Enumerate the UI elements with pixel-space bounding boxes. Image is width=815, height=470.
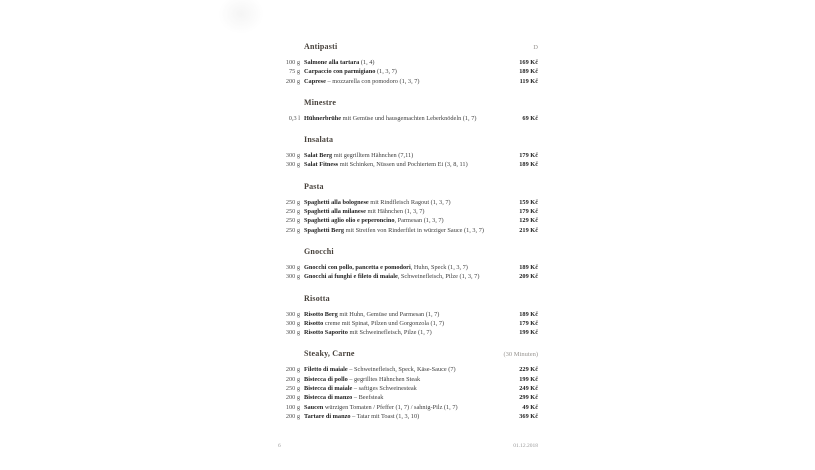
- item-body: [304, 365, 513, 374]
- item-body: [304, 375, 513, 384]
- menu-section: [278, 135, 538, 170]
- item-body: [304, 67, 513, 76]
- item-description: mit Hähnchen (1, 3, 7): [365, 208, 425, 216]
- item-amount: 300 g: [285, 161, 300, 169]
- item-name: Salmone alla tartara: [304, 59, 360, 66]
- section-title: Antipasti: [304, 42, 338, 51]
- section-note: D: [533, 44, 538, 51]
- item-name: Spaghetti alla bolognese: [304, 198, 369, 206]
- item-price: 249 Kč: [519, 385, 538, 393]
- section-head: [278, 294, 538, 304]
- page-footer: [278, 443, 538, 449]
- section-head: [278, 98, 538, 108]
- menu-item-row: [278, 328, 538, 337]
- item-body: [304, 77, 514, 86]
- menu-item-row: [278, 272, 538, 281]
- menu-item-row: [278, 216, 538, 225]
- item-name: Salat Fitness: [304, 161, 339, 169]
- footer-date: 01.12.2018: [513, 443, 538, 449]
- menu-item-row: [278, 310, 538, 319]
- menu-item-row: [278, 198, 538, 207]
- item-description: – gegrilltes Hähnchen Steak: [347, 375, 421, 383]
- menu-item-row: [278, 207, 538, 216]
- item-description: – Schweinefleisch, Speck, Käse-Sauce (7): [347, 366, 456, 374]
- item-price: 169 Kč: [519, 59, 538, 66]
- item-body: [304, 151, 513, 160]
- menu-content: [278, 42, 538, 421]
- item-description: – mozzarella con pomodoro (1, 3, 7): [325, 77, 420, 85]
- item-body: [304, 393, 513, 402]
- item-price: 189 Kč: [519, 310, 538, 318]
- item-price: 189 Kč: [519, 161, 538, 169]
- item-body: [304, 207, 513, 216]
- section-head: [278, 182, 538, 192]
- item-body: [304, 198, 513, 207]
- menu-item-row: [278, 403, 538, 412]
- item-description: (1, 4): [359, 59, 375, 66]
- menu-section: [278, 42, 538, 86]
- item-name: Spaghetti alla milanese: [304, 208, 366, 216]
- menu-item-row: [278, 226, 538, 235]
- menu-item-row: [278, 384, 538, 393]
- item-price: 199 Kč: [519, 329, 538, 337]
- item-amount: 0,3 l: [288, 114, 300, 122]
- item-name: Risotto Berg: [304, 310, 338, 318]
- item-price: 209 Kč: [519, 273, 538, 281]
- item-body: [304, 310, 513, 319]
- item-price: 199 Kč: [519, 375, 538, 383]
- item-name: Spaghetti Berg: [304, 226, 345, 234]
- menu-item-row: [278, 58, 538, 67]
- item-amount: 300 g: [285, 273, 300, 281]
- item-price: 299 Kč: [519, 394, 538, 402]
- section-rows: [278, 151, 538, 170]
- item-description: mit Huhn, Gemüse und Parmesan (1, 7): [337, 310, 440, 318]
- item-name: Gnocchi ai funghi e fileto di maiale: [304, 273, 398, 281]
- item-price: 179 Kč: [519, 152, 538, 160]
- item-description: , Schweinefleisch, Pilze (1, 3, 7): [397, 273, 480, 281]
- item-price: 179 Kč: [519, 208, 538, 216]
- menu-item-row: [278, 67, 538, 76]
- item-description: würzigen Tomaten / Pfeffer (1, 7) / sahnig-Pilz (1, 7): [323, 403, 458, 411]
- item-body: [304, 403, 516, 412]
- menu-item-row: [278, 77, 538, 86]
- menu-item-row: [278, 151, 538, 160]
- item-description: mit Schweinefleisch, Pilze (1, 7): [347, 329, 432, 337]
- item-description: , Parmesan (1, 3, 7): [394, 217, 444, 225]
- item-body: [304, 319, 513, 328]
- item-amount: 250 g: [285, 217, 300, 225]
- item-description: mit Gemüse und hausgemachten Leberknödeln (1, 7): [341, 114, 477, 122]
- item-name: Salat Berg: [304, 152, 333, 160]
- item-description: mit gegrilltem Hähnchen (7,11): [332, 152, 414, 160]
- item-description: – Tatar mit Toast (1, 3, 10): [350, 412, 420, 420]
- item-name: Spaghetti aglio olio e peperoncino: [304, 217, 395, 225]
- section-title: Steaky, Carne: [304, 349, 355, 359]
- item-price: 179 Kč: [519, 319, 538, 327]
- item-description: , Huhn, Speck (1, 3, 7): [410, 263, 468, 271]
- item-price: 189 Kč: [519, 263, 538, 271]
- item-amount: 200 g: [285, 394, 300, 402]
- item-description: mit Schinken, Nüssen und Pochiertem Ei (3, 8, 11): [338, 161, 468, 169]
- item-amount: 300 g: [285, 329, 300, 337]
- item-body: [304, 272, 513, 281]
- item-amount: 75 g: [288, 68, 300, 76]
- item-price: 219 Kč: [519, 226, 538, 234]
- menu-item-row: [278, 160, 538, 169]
- item-price: 369 Kč: [519, 412, 538, 420]
- item-name: Bistecca di maiale: [304, 385, 353, 393]
- item-price: 129 Kč: [519, 217, 538, 225]
- menu-item-row: [278, 263, 538, 272]
- menu-item-row: [278, 375, 538, 384]
- item-body: [304, 412, 513, 421]
- faint-watermark: [218, 0, 264, 34]
- section-title: Risotta: [304, 293, 330, 303]
- section-rows: [278, 365, 538, 421]
- menu-item-row: [278, 319, 538, 328]
- item-body: [304, 58, 513, 67]
- item-name: Bistecca di manzo: [304, 394, 353, 402]
- item-price: 229 Kč: [519, 366, 538, 374]
- item-description: (1, 3, 7): [375, 68, 397, 76]
- section-head: [278, 42, 538, 52]
- item-price: 189 Kč: [519, 68, 538, 76]
- item-price: 69 Kč: [522, 114, 538, 122]
- section-head: [278, 135, 538, 145]
- section-rows: [278, 114, 538, 123]
- item-amount: 200 g: [285, 412, 300, 420]
- section-rows: [278, 198, 538, 235]
- menu-section: [278, 98, 538, 123]
- item-name: Bistecca di pollo: [304, 375, 348, 383]
- page-number: 6: [278, 443, 281, 449]
- item-price: 159 Kč: [519, 198, 538, 206]
- item-amount: 200 g: [285, 366, 300, 374]
- item-amount: 100 g: [285, 403, 300, 411]
- section-title: Insalata: [304, 135, 334, 145]
- item-amount: 250 g: [285, 226, 300, 234]
- item-amount: 300 g: [285, 310, 300, 318]
- item-name: Gnocchi con pollo, pancetta e pomodori: [304, 263, 411, 271]
- item-price: 49 Kč: [522, 403, 538, 411]
- item-body: [304, 226, 513, 235]
- item-description: mit Streifen von Rinderfilet in würziger Sauce (1, 3, 7): [344, 226, 484, 234]
- item-name: Filetto di maiale: [304, 366, 348, 374]
- item-name: Carpaccio con parmigiano: [304, 68, 376, 76]
- menu-section: [278, 294, 538, 338]
- section-rows: [278, 310, 538, 338]
- item-amount: 300 g: [285, 319, 300, 327]
- item-amount: 250 g: [285, 198, 300, 206]
- item-description: – Beefsteak: [352, 394, 384, 402]
- item-body: [304, 263, 513, 272]
- item-amount: 250 g: [285, 385, 300, 393]
- item-name: Risotto Saporito: [304, 329, 348, 337]
- item-amount: 200 g: [285, 77, 300, 85]
- item-description: creme mit Spinat, Pilzen und Gorgonzola (1, 7): [323, 319, 445, 327]
- menu-item-row: [278, 365, 538, 374]
- item-body: [304, 328, 513, 337]
- menu-item-row: [278, 412, 538, 421]
- menu-item-row: [278, 393, 538, 402]
- item-body: [304, 114, 516, 123]
- section-title: Minestre: [304, 97, 337, 107]
- section-head: [278, 247, 538, 257]
- menu-section: [278, 182, 538, 235]
- item-amount: 300 g: [285, 263, 300, 271]
- section-rows: [278, 263, 538, 282]
- menu-item-row: [278, 114, 538, 123]
- item-amount: 200 g: [285, 375, 300, 383]
- item-amount: 300 g: [285, 152, 300, 160]
- section-note: (30 Minuten): [503, 351, 538, 359]
- item-body: [304, 384, 513, 393]
- item-description: mit Rindfleisch Ragout (1, 3, 7): [368, 198, 451, 206]
- item-amount: 100 g: [285, 59, 300, 66]
- section-title: Gnocchi: [304, 246, 334, 256]
- section-title: Pasta: [304, 181, 324, 191]
- item-price: 119 Kč: [519, 77, 538, 85]
- item-name: Tartare di manzo: [304, 412, 351, 420]
- section-head: [278, 349, 538, 359]
- item-name: Risotto: [304, 319, 324, 327]
- section-rows: [278, 58, 538, 86]
- menu-section: [278, 349, 538, 421]
- item-name: Caprese: [304, 77, 326, 85]
- item-body: [304, 160, 513, 169]
- menu-section: [278, 247, 538, 282]
- item-name: Hühnerbrühe: [304, 114, 342, 122]
- item-amount: 250 g: [285, 208, 300, 216]
- item-body: [304, 216, 513, 225]
- item-name: Saucen: [304, 403, 324, 411]
- item-description: – saftiges Schweinesteak: [352, 385, 417, 393]
